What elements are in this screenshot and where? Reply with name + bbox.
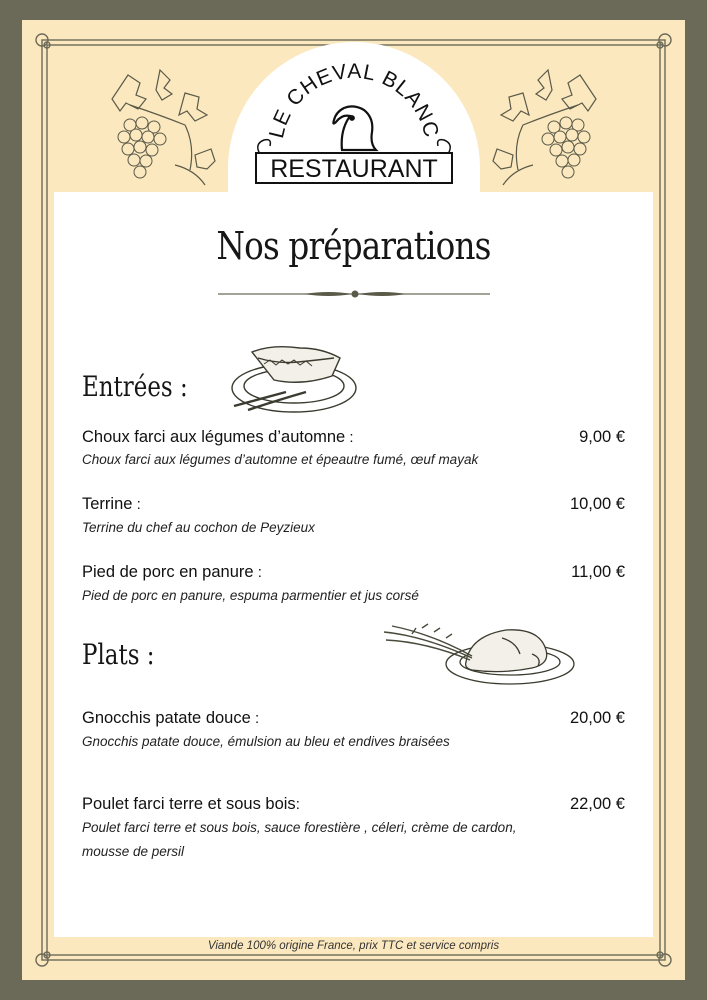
grape-vine-right-illustration bbox=[478, 65, 608, 190]
roast-chicken-illustration bbox=[382, 622, 578, 690]
menu-item-name: Terrine : bbox=[82, 495, 141, 513]
menu-item-price: 20,00 € bbox=[569, 709, 625, 727]
section-title-plats: Plats : bbox=[82, 638, 155, 671]
menu-item-description: Choux farci aux légumes d’automne et épeautre fumé, œuf mayak bbox=[82, 452, 479, 467]
footer-note: Viande 100% origine France, prix TTC et service compris bbox=[207, 940, 500, 952]
grape-vine-left-illustration bbox=[100, 65, 230, 190]
menu-item-description: Gnocchis patate douce, émulsion au bleu et endives braisées bbox=[82, 734, 450, 749]
menu-item-price: 9,00 € bbox=[579, 428, 625, 446]
brand-subtitle: RESTAURANT bbox=[270, 155, 438, 183]
menu-item-name: Pied de porc en panure : bbox=[82, 563, 262, 581]
section-title-entrees: Entrées : bbox=[82, 370, 188, 403]
restaurant-logo bbox=[252, 62, 456, 186]
menu-item-price: 22,00 € bbox=[569, 795, 625, 813]
title-divider-ornament bbox=[218, 286, 490, 302]
menu-item-name: Choux farci aux légumes d’automne : bbox=[82, 428, 354, 446]
menu-item-description: Pied de porc en panure, espuma parmentier et jus corsé bbox=[82, 588, 419, 603]
menu-item-description: Terrine du chef au cochon de Peyzieux bbox=[82, 520, 315, 535]
menu-item-name: Gnocchis patate douce : bbox=[82, 709, 260, 727]
horse-head-icon bbox=[333, 106, 376, 150]
menu-item-description: Poulet farci terre et sous bois, sauce forestière , céleri, crème de cardon, mousse de persil bbox=[82, 820, 517, 859]
menu-item-price: 10,00 € bbox=[569, 495, 625, 513]
page-title: Nos préparations bbox=[216, 224, 491, 268]
menu-item-price: 11,00 € bbox=[571, 563, 625, 581]
quiche-plate-illustration bbox=[228, 340, 360, 420]
menu-item-name: Poulet farci terre et sous bois: bbox=[82, 795, 300, 813]
brand-name-arc: LE CHEVAL BLANC bbox=[265, 62, 444, 141]
